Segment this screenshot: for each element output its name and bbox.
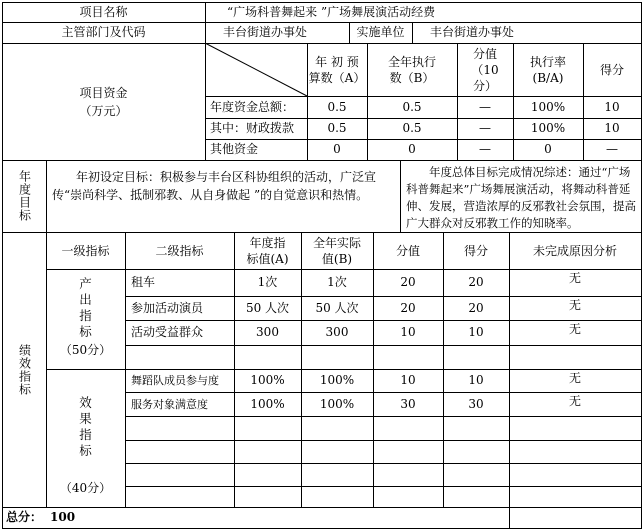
indicator-name: 活动受益群众 <box>131 325 204 339</box>
indicator-value: 20 <box>400 300 416 315</box>
funds-col-header: 分值 （10 分） <box>471 46 499 93</box>
indicator-value: 10 <box>400 325 416 339</box>
funds-budget-a: 0.5 <box>327 99 347 114</box>
indicator-actual-b: 1次 <box>327 275 347 289</box>
funds-exec-b: 0.5 <box>402 99 422 114</box>
table-rule <box>125 416 642 417</box>
performance-col-header: 分值 <box>395 243 420 258</box>
indicator-reason: 无 <box>568 271 581 285</box>
funds-label: 项目资金 （万元） <box>79 85 128 118</box>
performance-col-header: 得分 <box>463 243 488 258</box>
goals-completion-text: 年度总体目标完成情况综述：通过“广场科普舞起来”广场舞展演活动，将舞动科普延伸、发展，营造浓厚的反邪教社会氛围，提高广大群众对反邪教工作的知晓率。 <box>406 165 636 230</box>
table-rule <box>125 486 642 487</box>
indicator-name: 服务对象满意度 <box>131 397 208 411</box>
indicator-target-a: 100% <box>250 373 285 387</box>
funds-budget-a: 0 <box>333 142 341 156</box>
funds-score-value: — <box>479 121 491 135</box>
indicator-score: 10 <box>468 325 484 339</box>
indicator-value: 30 <box>400 396 416 411</box>
funds-score-value: — <box>479 99 491 114</box>
indicator-reason: 无 <box>568 371 581 385</box>
performance-col-header: 二级指标 <box>155 243 204 258</box>
indicator-actual-b: 300 <box>325 325 349 339</box>
impl-unit-value: 丰台街道办事处 <box>430 25 515 39</box>
table-rule <box>2 160 642 161</box>
indicator-score: 30 <box>468 396 484 411</box>
project-name-label: 项目名称 <box>79 4 128 19</box>
indicator-reason: 无 <box>568 322 581 336</box>
funds-row-label: 其中：财政拨款 <box>210 121 295 135</box>
dept-value: 丰台街道办事处 <box>223 25 308 39</box>
indicator-target-a: 100% <box>250 396 285 411</box>
funds-col-header: 全年执行 数（B） <box>387 54 436 85</box>
table-rule <box>125 463 642 464</box>
indicator-reason: 无 <box>568 394 581 408</box>
indicator-group-points: （50分） <box>59 342 112 357</box>
funds-col-header: 得分 <box>599 62 624 77</box>
funds-exec-rate: 100% <box>530 121 566 135</box>
indicator-group-label: 产 出 指 标 <box>79 276 92 339</box>
indicator-reason: 无 <box>568 298 581 312</box>
table-rule <box>125 345 642 346</box>
funds-budget-a: 0.5 <box>327 121 347 135</box>
total-label: 总分： <box>6 510 43 524</box>
indicator-score: 10 <box>468 373 484 387</box>
indicator-target-a: 50 人次 <box>245 300 290 315</box>
funds-row-label: 其他资金 <box>210 142 259 156</box>
table-rule <box>46 160 47 233</box>
total-value: 100 <box>50 510 76 524</box>
dept-label: 主管部门及代码 <box>61 25 146 39</box>
impl-unit-label: 实施单位 <box>356 25 405 39</box>
indicator-target-a: 1次 <box>257 275 278 289</box>
funds-col-header: 年 初 预 算数（A） <box>308 54 366 85</box>
funds-score: 10 <box>604 121 620 135</box>
indicator-name: 舞蹈队成员参与度 <box>131 374 219 387</box>
funds-exec-rate: 0 <box>544 142 552 156</box>
indicator-value: 10 <box>400 373 416 387</box>
performance-col-header: 全年实际 值(B) <box>312 235 361 266</box>
funds-score: — <box>606 142 618 156</box>
performance-col-header: 未完成原因分析 <box>532 243 617 258</box>
indicator-name: 租车 <box>131 275 156 289</box>
table-rule <box>2 507 642 508</box>
indicator-actual-b: 50 人次 <box>315 300 359 315</box>
table-rule <box>125 440 642 441</box>
indicator-actual-b: 100% <box>319 396 355 411</box>
performance-label: 绩效指标 <box>17 343 32 396</box>
funds-exec-b: 0.5 <box>402 121 422 135</box>
indicator-target-a: 300 <box>256 325 279 339</box>
indicator-group-points: （40分） <box>59 480 112 495</box>
funds-col-header: 执行率 (B/A) <box>529 54 566 85</box>
funds-score: 10 <box>604 99 620 114</box>
table-rule <box>509 507 510 529</box>
indicator-group-label: 效 果 指 标 <box>79 395 92 458</box>
table-rule <box>2 528 642 529</box>
indicator-score: 20 <box>468 275 484 289</box>
goals-label: 年度目标 <box>17 170 32 222</box>
goals-set-text: 年初设定目标：积极参与丰台区科协组织的活动，广泛宣传“崇尚科学、抵制邪教、从自身做起 ”的自觉意识和热情。 <box>52 170 377 202</box>
indicator-value: 20 <box>400 275 416 289</box>
funds-score-value: — <box>479 142 491 156</box>
table-rule <box>400 160 401 233</box>
indicator-name: 参加活动演员 <box>131 300 204 315</box>
indicator-score: 20 <box>468 300 484 315</box>
indicator-actual-b: 100% <box>319 373 355 387</box>
funds-exec-b: 0 <box>408 142 416 156</box>
funds-row-label: 年度资金总额： <box>210 99 295 114</box>
project-name-value: “广场科普舞起来 ”广场舞展演活动经费 <box>227 4 436 19</box>
funds-exec-rate: 100% <box>530 99 566 114</box>
performance-col-header: 一级指标 <box>61 243 110 258</box>
performance-col-header: 年度指 标值(A) <box>246 235 289 266</box>
